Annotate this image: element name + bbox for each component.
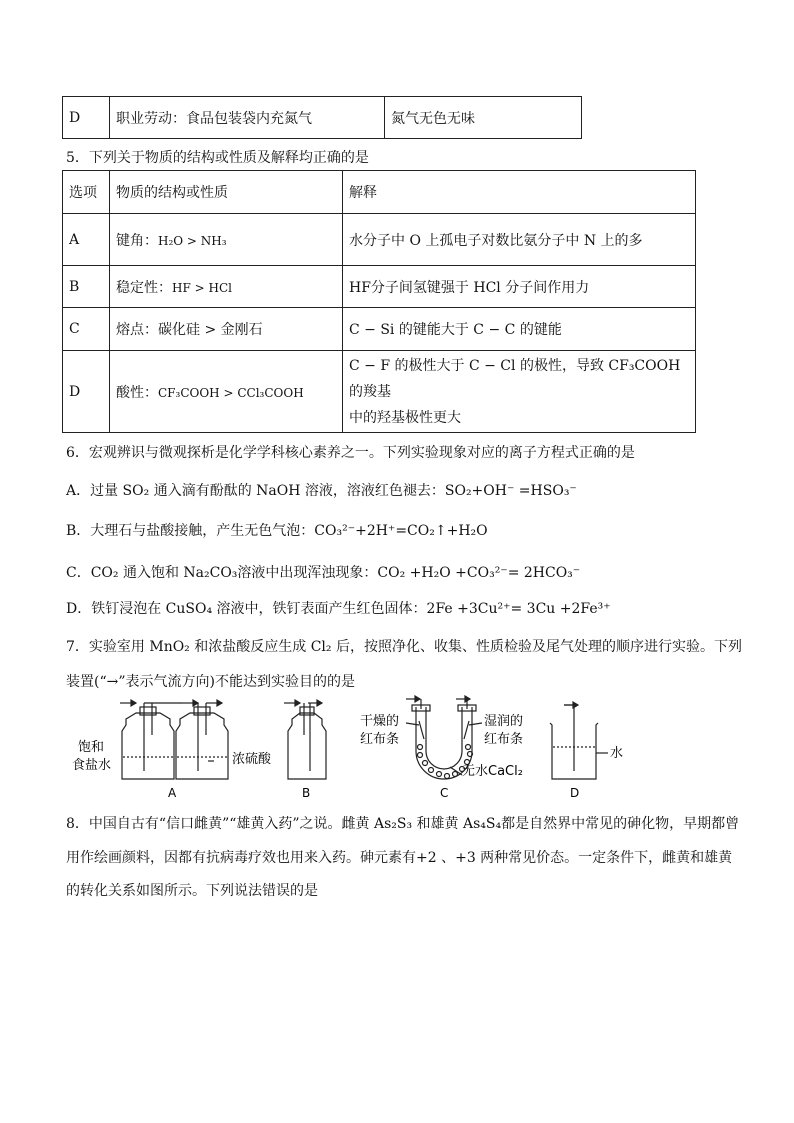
item-cell (110, 214, 343, 266)
reason-cell: C − Si 的键能大于 C − C 的键能 (343, 308, 696, 351)
label-saturated-1: 饱和 (78, 740, 105, 755)
item-cell: 职业劳动：食品包装袋内充氮气 (110, 97, 385, 139)
label-cacl2: 无水CaCl₂ (462, 764, 523, 779)
label-a: A (168, 786, 177, 800)
table-row (63, 351, 696, 433)
q6-option-c: C．CO₂ 通入饱和 Na₂CO₃溶液中出现浑浊现象：CO₂ +H₂O +CO₃²⁻= 2HCO₃⁻ (66, 565, 581, 581)
label-dry-2: 红布条 (360, 732, 400, 747)
q7-stem-line-2: 装置(“→”表示气流方向)不能达到实验目的的是 (66, 674, 355, 690)
label-wet-2: 红布条 (484, 732, 524, 747)
q5-table (62, 170, 696, 433)
apparatus-d (550, 702, 608, 779)
label-water: 水 (610, 746, 624, 761)
item-formula: H₂O > NH₃ (158, 233, 227, 248)
option-cell: A (63, 214, 110, 266)
reason-cell (343, 351, 696, 433)
item-prefix: 酸性： (116, 384, 158, 401)
table-row (63, 308, 696, 351)
item-prefix: 熔点：碳化硅 > 金刚石 (116, 322, 263, 338)
item-prefix: 键角： (116, 232, 158, 249)
option-cell: B (63, 266, 110, 308)
item-cell (110, 351, 343, 433)
reason-cell: 氮气无色无味 (385, 97, 582, 139)
q8-line-3: 的转化关系如图所示。下列说法错误的是 (66, 883, 318, 899)
q8-line-1: 8．中国自古有“信口雌黄”“雄黄入药”之说。雌黄 As₂S₃ 和雄黄 As₄S₄都是自然界中常见的砷化物，早期都曾 (66, 816, 740, 832)
header-reason: 解释 (343, 171, 696, 214)
table-row (63, 266, 696, 308)
label-d: D (570, 786, 580, 800)
header-item: 物质的结构或性质 (110, 171, 343, 214)
apparatus-a (120, 700, 228, 779)
q6-stem: 6．宏观辨识与微观探析是化学学科核心素养之一。下列实验现象对应的离子方程式正确的是 (66, 445, 635, 461)
label-b: B (302, 786, 311, 800)
top-table (62, 96, 582, 139)
q8-line-2: 用作绘画颜料，因都有抗病毒疗效也用来入药。砷元素有+2 、+3 两种常见价态。一定条件下，雌黄和雄黄 (66, 850, 733, 866)
reason-line: 中的羟基极性更大 (349, 409, 461, 426)
apparatus-b (284, 700, 326, 779)
q5-stem: 5．下列关于物质的结构或性质及解释均正确的是 (66, 150, 369, 166)
option-cell: D (63, 351, 110, 433)
header-option: 选项 (63, 171, 110, 214)
label-dry-1: 干燥的 (360, 714, 400, 729)
q7-apparatus-figure (70, 695, 640, 805)
option-cell: D (63, 97, 110, 139)
reason-line: C − F 的极性大于 C − Cl 的极性，导致 CF₃COOH 的羧基 (349, 357, 681, 400)
item-prefix: 稳定性： (116, 279, 172, 296)
q6-option-d: D．铁钉浸泡在 CuSO₄ 溶液中，铁钉表面产生红色固体：2Fe +3Cu²⁺= 3Cu +2Fe³⁺ (66, 601, 611, 617)
item-formula: CF₃COOH > CCl₃COOH (158, 385, 304, 400)
reason-cell: 水分子中 O 上孤电子对数比氨分子中 N 上的多 (343, 214, 696, 266)
q6-option-b: B．大理石与盐酸接触，产生无色气泡：CO₃²⁻+2H⁺=CO₂↑+H₂O (66, 523, 488, 539)
q7-stem-line-1: 7．实验室用 MnO₂ 和浓盐酸反应生成 Cl₂ 后，按照净化、收集、性质检验及尾气处理的顺序进行实验。下列 (66, 639, 742, 655)
label-conc-acid: 浓硫酸 (232, 752, 272, 767)
table-header-row (63, 171, 696, 214)
label-wet-1: 湿润的 (484, 714, 524, 729)
table-row (63, 97, 582, 139)
option-cell: C (63, 308, 110, 351)
q6-option-a: A．过量 SO₂ 通入滴有酚酞的 NaOH 溶液，溶液红色褪去：SO₂+OH⁻ =HSO₃⁻ (66, 483, 577, 499)
item-cell (110, 266, 343, 308)
reason-cell: HF分子间氢键强于 HCl 分子间作用力 (343, 266, 696, 308)
label-saturated-2: 食盐水 (72, 758, 112, 773)
table-row (63, 214, 696, 266)
item-formula: HF > HCl (172, 280, 232, 295)
item-cell (110, 308, 343, 351)
label-c: C (440, 786, 449, 800)
